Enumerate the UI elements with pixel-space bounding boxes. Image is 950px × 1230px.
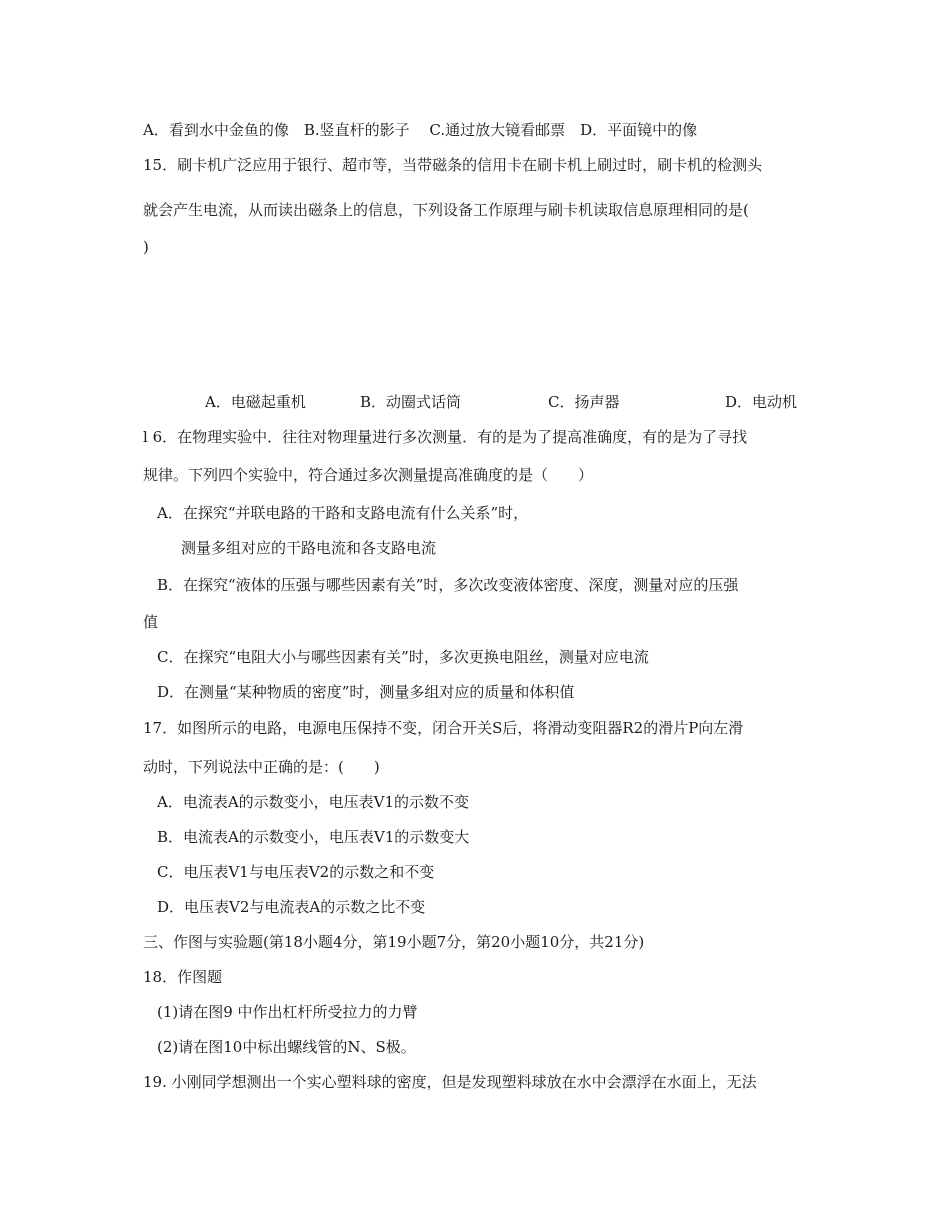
q17-option-d: D．电压表V2与电流表A的示数之比不变	[157, 898, 426, 916]
q15-text-line1: 15．刷卡机广泛应用于银行、超市等，当带磁条的信用卡在刷卡机上刷过时，刷卡机的检测头	[143, 156, 763, 174]
q16-option-c: C．在探究“电阻大小与哪些因素有关”时，多次更换电阻丝，测量对应电流	[157, 648, 649, 666]
section-3-heading: 三、作图与实验题(第18小题4分，第19小题7分，第20小题10分，共21分)	[143, 933, 645, 951]
q15-options	[205, 392, 805, 412]
q15-option-d: D．电动机	[725, 393, 798, 411]
q15-text-line2: 就会产生电流，从而读出磁条上的信息，下列设备工作原理与刷卡机读取信息原理相同的是(	[143, 201, 749, 219]
q18-item-2: (2)请在图10中标出螺线管的N、S极。	[157, 1038, 416, 1056]
q18-item-1: (1)请在图9 中作出杠杆所受拉力的力臂	[157, 1003, 418, 1021]
q18-title: 18．作图题	[143, 968, 223, 986]
q15-option-a: A．电磁起重机	[205, 393, 306, 411]
q15-option-b: B．动圈式话筒	[360, 393, 462, 411]
q14-options: A．看到水中金鱼的像 B.竖直杆的影子 C.通过放大镜看邮票 D．平面镜中的像	[143, 121, 698, 139]
q16-option-a-line1: A．在探究“并联电路的干路和支路电流有什么关系”时，	[157, 504, 529, 522]
q16-text-line1: l 6．在物理实验中．往往对物理量进行多次测量．有的是为了提高准确度，有的是为了寻找	[143, 428, 748, 446]
q17-option-b: B．电流表A的示数变小，电压表V1的示数变大	[157, 828, 470, 846]
q16-text-line2: 规律。下列四个实验中，符合通过多次测量提高准确度的是（ ）	[143, 466, 594, 484]
q17-option-c: C．电压表V1与电压表V2的示数之和不变	[157, 863, 435, 881]
q16-option-a-line2: 测量多组对应的干路电流和各支路电流	[181, 539, 437, 557]
q17-text-line1: 17．如图所示的电路，电源电压保持不变，闭合开关S后，将滑动变阻器R2的滑片P向左滑	[143, 719, 744, 737]
q17-text-line2: 动时，下列说法中正确的是：( )	[143, 758, 380, 776]
q16-option-b-line1: B．在探究“液体的压强与哪些因素有关”时，多次改变液体密度、深度，测量对应的压强	[157, 576, 739, 594]
q15-option-c: C．扬声器	[548, 393, 620, 411]
q16-option-d: D．在测量“某种物质的密度”时，测量多组对应的质量和体积值	[157, 683, 575, 701]
q17-option-a: A．电流表A的示数变小，电压表V1的示数不变	[157, 793, 470, 811]
q16-option-b-line2: 值	[143, 613, 159, 631]
q19-text-line1: 19. 小刚同学想测出一个实心塑料球的密度，但是发现塑料球放在水中会漂浮在水面上，无法	[143, 1073, 757, 1091]
q15-text-line3: )	[143, 238, 149, 256]
